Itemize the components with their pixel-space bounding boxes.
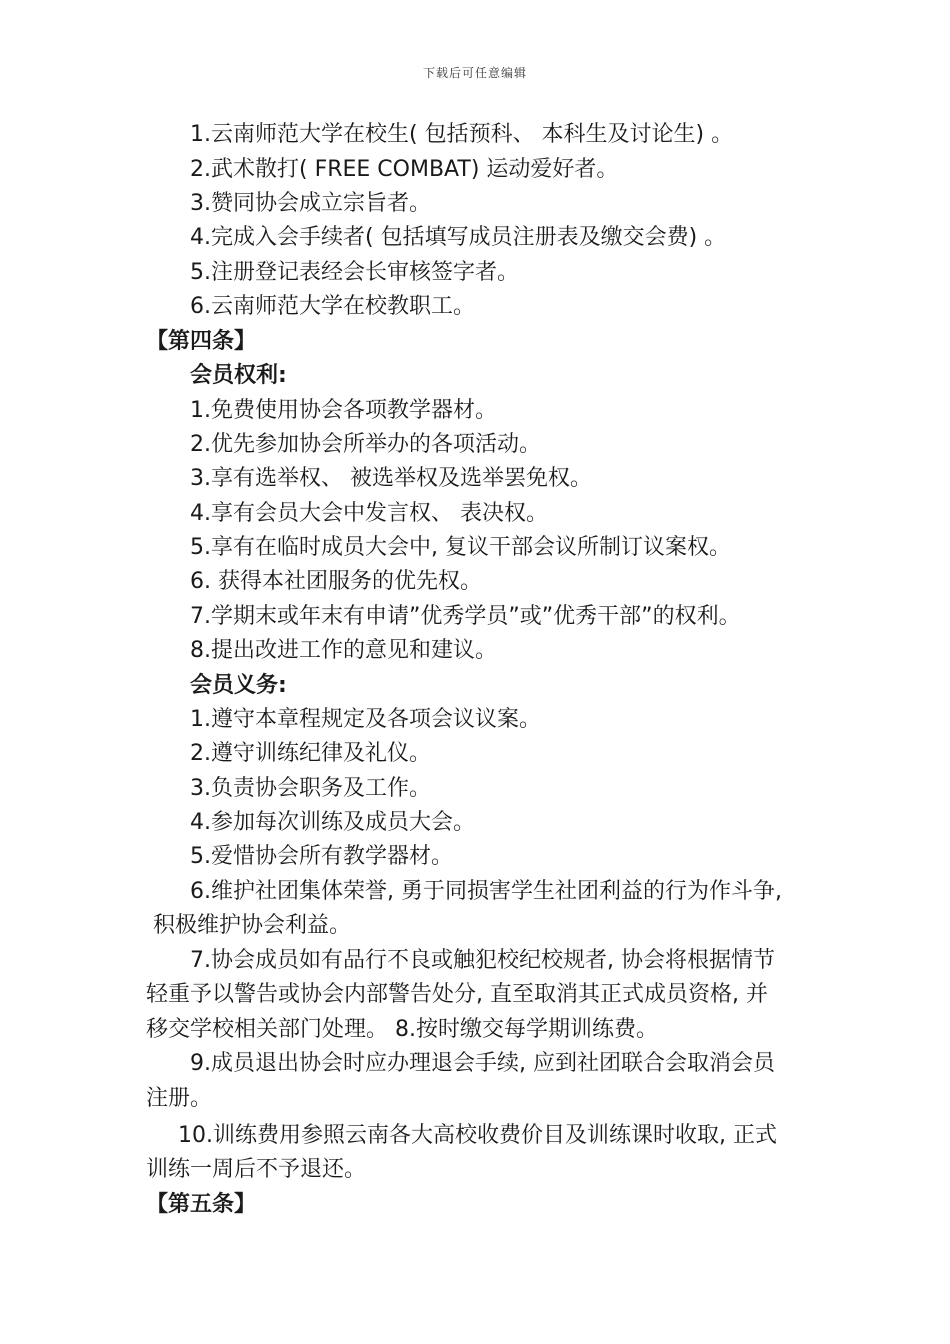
member-right-6: 6. 获得本社团服务的优先权。 (190, 569, 482, 594)
member-duty-5: 5.爱惜协会所有教学器材。 (190, 844, 453, 869)
member-duty-10: 10.训练费用参照云南各大高校收费价目及训练课时收取, 正式 (178, 1123, 777, 1148)
member-duty-1: 1.遵守本章程规定及各项会议议案。 (190, 707, 541, 732)
member-right-7: 7.学期末或年末有申请”优秀学员”或”优秀干部”的权利。 (190, 604, 741, 629)
member-duty-6-cont: 积极维护协会利益。 (153, 913, 352, 938)
member-condition-1: 1.云南师范大学在校生( 包括预科、 本科生及讨论生) 。 (190, 122, 734, 147)
member-condition-3: 3.赞同协会成立宗旨者。 (190, 191, 431, 216)
member-condition-5: 5.注册登记表经会长审核签字者。 (190, 260, 519, 285)
member-right-2: 2.优先参加协会所举办的各项活动。 (190, 432, 541, 457)
article-5-heading: 【第五条】 (146, 1192, 257, 1217)
member-duties-heading: 会员义务: (190, 673, 287, 698)
page-header: 下载后可任意编辑 (422, 66, 527, 80)
member-duty-7-cont-1: 轻重予以警告或协会内部警告处分, 直至取消其正式成员资格, 并 (146, 982, 768, 1007)
member-condition-6: 6.云南师范大学在校教职工。 (190, 294, 475, 319)
member-duty-7: 7.协会成员如有品行不良或触犯校纪校规者, 协会将根据情节 (190, 948, 775, 973)
member-right-4: 4.享有会员大会中发言权、 表决权。 (190, 501, 548, 526)
member-condition-4: 4.完成入会手续者( 包括填写成员注册表及缴交会费) 。 (190, 225, 727, 250)
member-condition-2: 2.武术散打( FREE COMBAT) 运动爱好者。 (190, 157, 619, 182)
article-4-heading: 【第四条】 (146, 329, 257, 354)
member-duty-10-cont: 训练一周后不予退还。 (146, 1157, 367, 1182)
member-right-3: 3.享有选举权、 被选举权及选举罢免权。 (190, 466, 592, 491)
member-duty-7-cont-2: 移交学校相关部门处理。 8.按时缴交每学期训练费。 (146, 1017, 658, 1042)
member-duty-3: 3.负责协会职务及工作。 (190, 776, 431, 801)
member-duty-4: 4.参加每次训练及成员大会。 (190, 810, 475, 835)
member-right-5: 5.享有在临时成员大会中, 复议干部会议所制订议案权。 (190, 535, 731, 560)
member-right-1: 1.免费使用协会各项教学器材。 (190, 398, 497, 423)
member-duty-9-cont: 注册。 (146, 1086, 213, 1111)
member-rights-heading: 会员权利: (190, 363, 287, 388)
member-duty-9: 9.成员退出协会时应办理退会手续, 应到社团联合会取消会员 (190, 1051, 775, 1076)
member-right-8: 8.提出改进工作的意见和建议。 (190, 638, 497, 663)
member-duty-2: 2.遵守训练纪律及礼仪。 (190, 741, 431, 766)
member-duty-6: 6.维护社团集体荣誉, 勇于同损害学生社团利益的行为作斗争, (190, 879, 782, 904)
